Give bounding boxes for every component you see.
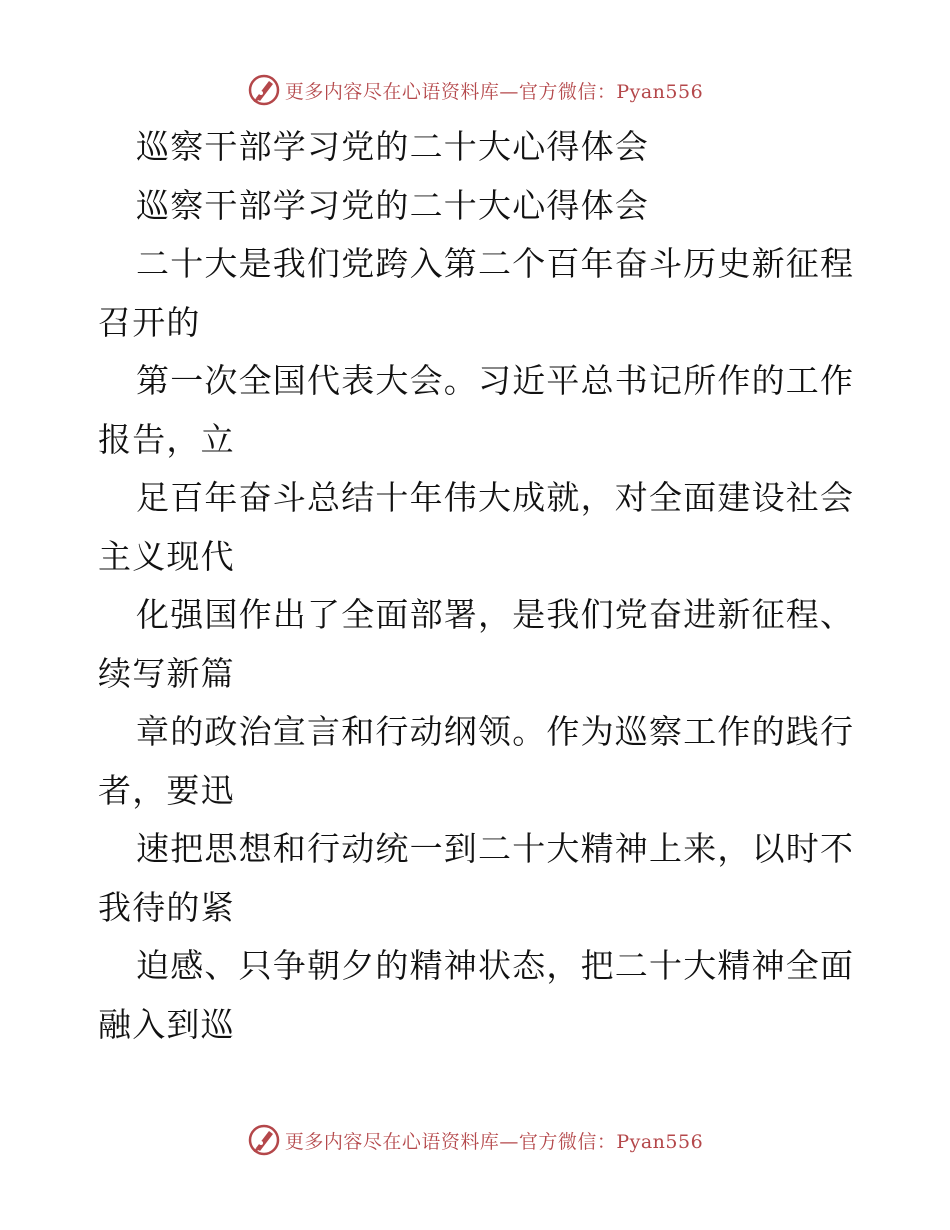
body-line: 二十大是我们党跨入第二个百年奋斗历史新征程 [136, 244, 855, 283]
body-line: 主义现代 [98, 536, 235, 576]
body-line: 足百年奋斗总结十年伟大成就，对全面建设社会 [136, 478, 855, 517]
footer-banner-text: 更多内容尽在心语资料库—官方微信：Pyan556 [284, 1130, 704, 1153]
quill-pen-logo-icon [247, 73, 281, 107]
header-banner-text: 更多内容尽在心语资料库—官方微信：Pyan556 [284, 80, 704, 103]
header-banner [0, 70, 950, 110]
body-line: 报告，立 [98, 419, 235, 459]
document-body [98, 118, 858, 1054]
body-line: 章的政治宣言和行动纲领。作为巡察工作的践行 [136, 712, 855, 751]
body-line: 我待的紧 [98, 887, 235, 927]
body-line: 融入到巡 [98, 1004, 235, 1044]
body-line: 者，要迅 [98, 770, 235, 810]
quill-pen-logo-icon [247, 1123, 281, 1157]
body-line: 化强国作出了全面部署，是我们党奋进新征程、 [136, 595, 855, 634]
document-title-repeat: 巡察干部学习党的二十大心得体会 [136, 185, 649, 225]
body-line: 迫感、只争朝夕的精神状态，把二十大精神全面 [136, 946, 855, 985]
body-line: 续写新篇 [98, 653, 235, 693]
footer-banner [0, 1120, 950, 1160]
body-line: 召开的 [98, 302, 201, 342]
body-line: 速把思想和行动统一到二十大精神上来，以时不 [136, 829, 855, 868]
document-title: 巡察干部学习党的二十大心得体会 [136, 127, 649, 166]
body-line: 第一次全国代表大会。习近平总书记所作的工作 [136, 361, 855, 400]
